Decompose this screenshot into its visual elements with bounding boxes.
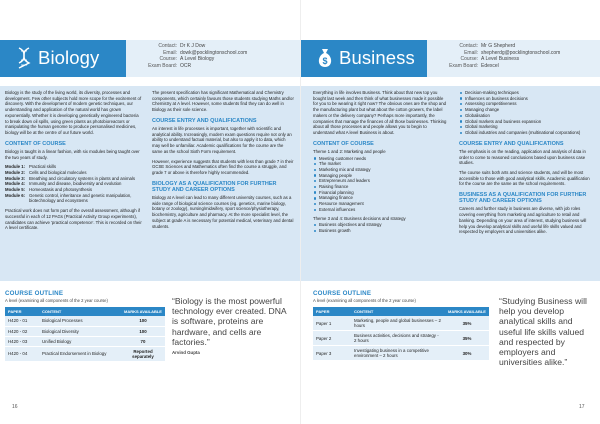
module-text: Homeostasis and photosynthesis xyxy=(29,187,93,193)
module-label: Module 1: xyxy=(5,164,26,170)
table-row xyxy=(313,346,489,361)
list-item: External influences xyxy=(313,207,449,213)
contact-value: Dr K J Dow xyxy=(180,43,206,49)
header-marks: MARKS AVAILABLE xyxy=(121,307,165,316)
list-item: Managing change xyxy=(459,107,595,113)
cell-marks: 100 xyxy=(121,326,165,336)
module-label: Module 4: xyxy=(5,181,26,187)
contact-label: Contact: xyxy=(158,43,177,49)
dna-icon xyxy=(14,47,34,69)
cell-paper: H420 - 02 xyxy=(5,326,39,336)
module-label: Module 3: xyxy=(5,175,26,181)
contact-row xyxy=(435,50,560,57)
entry-text-2: The course suits both arts and science students, and will be most accessible to those with good analytical skills. Academic qualification for the course are the same as the school requirements. xyxy=(459,169,590,187)
cell-paper: H420 - 04 xyxy=(5,346,39,361)
contact-row xyxy=(435,56,560,63)
quote-attribution: Arvind Gupta xyxy=(172,350,200,355)
practical-text: Practical work does not form part of the overall assessment, although if successful in each of 12 PAGs (Practical Activity Group experiments), candidates can achieve 'practical competence'. This is recorded on their A level certificate. xyxy=(5,208,142,231)
contact-row xyxy=(134,43,247,50)
entry-text-1: The emphasis is on the reading, application and analysis of data in order to come to reasoned conclusions based upon business case studies. xyxy=(459,148,586,166)
contact-value: dowk@pocklingtonschool.com xyxy=(180,49,248,56)
header-content: CONTENT xyxy=(351,307,445,316)
list-item: Managing people xyxy=(313,173,449,179)
maths-text: The present specification has significant Mathematical and Chemistry components, which certainly favours those students studying Maths and/or Chemistry at A level. However, some students find they can do well in Biology as their sole science. xyxy=(152,90,294,113)
list-item: Business objectives and strategy xyxy=(313,222,449,228)
business-column-2 xyxy=(459,90,595,239)
module-text: Cells and biological molecules xyxy=(29,169,87,175)
theme-3-4-list-continued xyxy=(459,90,595,136)
content-heading: CONTENT OF COURSE xyxy=(5,140,66,147)
subject-title: Biology xyxy=(38,47,100,68)
list-item: Business growth xyxy=(313,228,449,234)
contact-row xyxy=(134,63,247,70)
entry-heading: COURSE ENTRY AND QUALIFICATIONS xyxy=(152,117,257,124)
subject-title: Business xyxy=(339,47,415,68)
list-item: Global industries and companies (multinational corporations) xyxy=(459,130,595,136)
contact-value: A Level Biology xyxy=(180,56,215,63)
module-text: Breathing and circulatory systems in plants and animals xyxy=(29,175,136,181)
module-label: Module 5: xyxy=(5,187,26,193)
cell-content: Business activities, decisions and strategy - 2 hours xyxy=(351,331,445,346)
page-number: 16 xyxy=(12,404,18,410)
outline-title: COURSE OUTLINE xyxy=(313,290,372,297)
module-list xyxy=(5,164,143,204)
further-text: Biology at A level can lead to many different university courses, such as a wide range of biological science courses (eg. genetics, marine biology, botany or zoology), nursing/midwifery, sport science/physiotherapy, biochemistry, agriculture and pharmacy. At the more specialist level, the subject at grade A is necessary for potential medical, veterinary and dental students. xyxy=(152,195,294,229)
content-text: Biology is taught in a linear fashion, with six modules being taught over the two years of study. xyxy=(5,148,140,160)
contact-info xyxy=(134,43,247,69)
contact-row xyxy=(134,50,247,57)
outline-subtitle: A level (examining all components of the 2 year course) xyxy=(5,298,108,303)
further-heading: BUSINESS AS A QUALIFICATION FOR FURTHER STUDY AND CAREER OPTIONS xyxy=(459,192,587,205)
module-text: Practical skills xyxy=(29,164,56,170)
header-paper: PAPER xyxy=(313,307,351,316)
cell-content: Practical Endorsement in Biology xyxy=(39,346,121,361)
outline-title: COURSE OUTLINE xyxy=(5,290,64,297)
cell-paper: H420 - 03 xyxy=(5,336,39,346)
contact-label: Email: xyxy=(464,49,478,56)
contact-value: Edexcel xyxy=(481,62,499,69)
list-item: Globalisation xyxy=(459,113,595,119)
subject-title-bar xyxy=(0,40,126,77)
contact-row xyxy=(435,63,560,70)
money-bag-icon xyxy=(315,47,335,69)
entry-text-1: An interest in life processes is important, together with scientific and analytical ability. Increasingly, modern exam questions require not only an ability to understand factual material, but also to apply it to data, which may well be unfamiliar. Academic qualifications for the course are the same as the school Sixth Form requirement. xyxy=(152,126,292,154)
table-row xyxy=(5,316,165,326)
module-item xyxy=(5,193,143,204)
contact-row xyxy=(435,43,560,50)
list-item: Managing finance xyxy=(313,195,449,201)
intro-text: Everything in life involves Business. Think about that new top you bought last week and then think of what businesses made it possible for you to be wearing it right now? The obvious ones are the shop and the manufacturing plant but what about the cotton growers, the label makers or the delivery company? Perhaps more importantly, the companies that manage the finances of all those businesses. Thinking about all those processes and people allows you to begin to understand what A level Business is about. xyxy=(313,90,447,135)
theme-3-4: Theme 3 and 4: Business decisions and strategy xyxy=(313,215,406,221)
list-item: Global marketing xyxy=(459,124,595,130)
list-item: Decision-making techniques xyxy=(459,90,595,96)
entry-text-2: However, experience suggests that students with less than grade 7 in their GCSE Sciences and Mathematics often find the course a struggle, and grade 7 or above is therefore highly recommended. xyxy=(152,158,294,175)
contact-row xyxy=(134,56,247,63)
biology-column-1 xyxy=(5,90,143,235)
cell-marks: 35% xyxy=(445,316,489,331)
cell-content: Biological Processes xyxy=(39,316,121,326)
list-item: The market xyxy=(313,161,449,167)
page-business xyxy=(300,0,600,424)
list-item: Financial planning xyxy=(313,190,449,196)
cell-content: Investigating business in a competitive environment – 2 hours xyxy=(351,346,445,361)
header-marks: MARKS AVAILABLE xyxy=(445,307,489,316)
business-column-1 xyxy=(313,90,449,237)
list-item: Resource management xyxy=(313,201,449,207)
module-text: Immunity and disease, biodiversity and evolution xyxy=(29,181,122,187)
cell-marks: 100 xyxy=(121,316,165,326)
contact-label: Contact: xyxy=(459,43,478,49)
contact-value: shepherdg@pocklingtonschool.com xyxy=(481,49,561,56)
cell-marks: Reported separately xyxy=(121,346,165,361)
module-text: Genetic control, inheritance and genetic manipulation, biotechnology and ecosystems xyxy=(29,192,132,204)
cell-marks: 30% xyxy=(445,346,489,361)
course-outline xyxy=(313,290,489,361)
course-outline xyxy=(5,290,165,362)
contact-label: Email: xyxy=(163,49,177,56)
list-item: Raising finance xyxy=(313,184,449,190)
further-text: Careers and further study in business are diverse, with job roles covering everything from marketing and agriculture to retail and banking. Depending on your area of interest, studying business will help you develop analytical skills and useful life skills valued and respected by employers and universities alike. xyxy=(459,206,587,235)
contact-label: Course: xyxy=(159,56,177,63)
cell-marks: 35% xyxy=(445,331,489,346)
cell-paper: H420 - 01 xyxy=(5,316,39,326)
list-item: Assessing competitiveness xyxy=(459,101,595,107)
list-item: Entrepreneurs and leaders xyxy=(313,178,449,184)
cell-content: Biological Diversity xyxy=(39,326,121,336)
theme-1-2-list xyxy=(313,156,449,213)
cell-content: Marketing, people and global businesses – 2 hours xyxy=(351,316,445,331)
header-paper: PAPER xyxy=(5,307,39,316)
theme-3-4-list xyxy=(313,222,449,233)
contact-label: Exam Board: xyxy=(148,62,177,69)
contact-value: A Level Business xyxy=(481,56,520,63)
outline-subtitle: A level (examining all components of the 2 year course) xyxy=(313,298,416,303)
contact-label: Exam Board: xyxy=(449,62,478,69)
contact-value: OCR xyxy=(180,62,192,69)
list-item: Influences on business decisions xyxy=(459,96,595,102)
entry-heading: COURSE ENTRY AND QUALIFICATIONS xyxy=(459,140,564,147)
outline-table xyxy=(313,307,489,361)
header-content: CONTENT xyxy=(39,307,121,316)
content-heading: CONTENT OF COURSE xyxy=(313,140,374,147)
page-number: 17 xyxy=(579,404,585,410)
cell-paper: Paper 2 xyxy=(313,331,351,346)
biology-column-2 xyxy=(152,90,294,233)
cell-paper: Paper 1 xyxy=(313,316,351,331)
list-item: Meeting customer needs xyxy=(313,156,449,162)
list-item: Global markets and business expansion xyxy=(459,119,595,125)
module-label: Module 6: xyxy=(5,192,26,198)
intro-text: Biology is the study of the living world, its diversity, processes and development. Few other subjects hold more scope for the excitement of discovery. With the development of modern genetic techniques, our understanding and application of the natural world has grown exponentially. Whether it is developing genetically engineered bacteria to break down oil spills, using green plants as photobioreactors or manipulating the human genome to produce personalised medicines, biology will be at the centre of our future world. xyxy=(5,90,142,135)
contact-info xyxy=(435,43,560,69)
contact-label: Course: xyxy=(460,56,478,63)
table-row xyxy=(5,326,165,336)
table-row xyxy=(313,316,489,331)
pull-quote: “Studying Business will help you develop analytical skills and useful life skills valued and respected by employers and universities alike.” xyxy=(499,296,587,368)
pull-quote: “Biology is the most powerful technology ever created. DNA is software, proteins are hardware, and cells are factories.” xyxy=(172,296,287,347)
cell-marks: 70 xyxy=(121,336,165,346)
table-row xyxy=(5,346,165,361)
list-item: Marketing mix and strategy xyxy=(313,167,449,173)
table-row xyxy=(313,331,489,346)
cell-content: Unified Biology xyxy=(39,336,121,346)
table-row xyxy=(5,336,165,346)
theme-1-2: Theme 1 and 2: Marketing and people xyxy=(313,148,386,154)
svg-text:$: $ xyxy=(322,56,328,66)
contact-value: Mr G Shepherd xyxy=(481,43,516,49)
outline-table xyxy=(5,307,165,362)
module-label: Module 2: xyxy=(5,169,26,175)
subject-title-bar xyxy=(301,40,427,77)
cell-paper: Paper 3 xyxy=(313,346,351,361)
further-heading: BIOLOGY AS A QUALIFICATION FOR FURTHER STUDY AND CAREER OPTIONS xyxy=(152,180,277,193)
